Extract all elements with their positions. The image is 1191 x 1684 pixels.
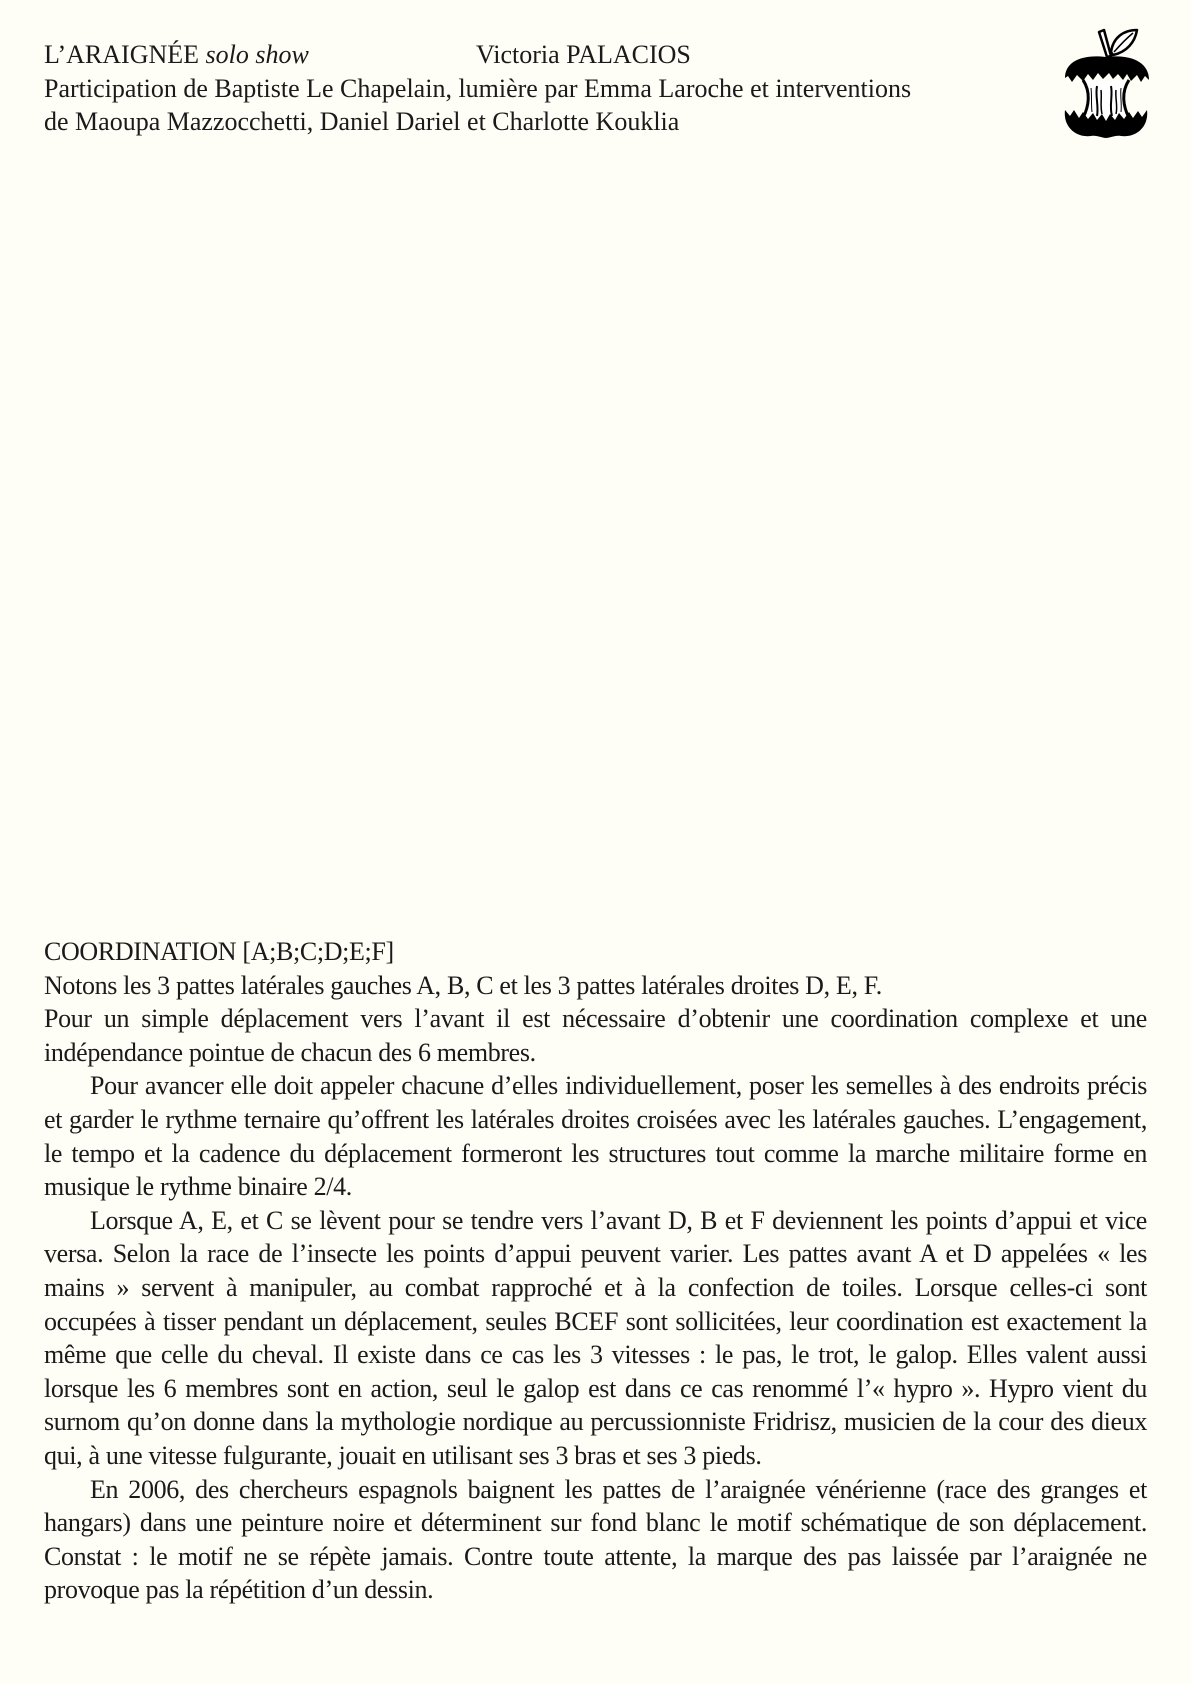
bitten-apple-core-icon [1061,26,1151,142]
document-header [44,38,1024,139]
paragraph-5: En 2006, des chercheurs espagnols baignent les pattes de l’araignée vénérienne (race des granges et hangars) dans une peinture noire et déterminent sur fond blanc le motif schématique de son déplacement. Constat : le motif ne se répète jamais. Contre toute attente, la marque des pas laissée par l’araignée ne provoque pas la répétition d’un dessin. [44,1474,1147,1605]
show-title: L’ARAIGNÉE [44,40,200,69]
title-line [44,38,1024,72]
section-heading: COORDINATION [A;B;C;D;E;F] [44,937,394,966]
paragraph-1: Notons les 3 pattes latérales gauches A, B, C et les 3 pattes latérales droites D, E, F. [44,970,882,1000]
document-body [44,935,1147,1607]
paragraph-2: Pour un simple déplacement vers l’avant il est nécessaire d’obtenir une coordination complexe et une indépendance pointue de chacun des 6 membres. [44,1004,1147,1067]
author-name: Victoria PALACIOS [476,40,691,69]
show-subtitle: solo show [205,40,309,69]
credits-line-2: de Maoupa Mazzocchetti, Daniel Dariel et Charlotte Kouklia [44,107,680,136]
paragraph-4: Lorsque A, E, et C se lèvent pour se tendre vers l’avant D, B et F deviennent les points d’appui et vice versa. Selon la race de l’insecte les points d’appui peuvent varier. Les pattes avant A et D appelées « les mains » servent à manipuler, au combat rapproché et à la confection de toiles. Lorsque celles-ci sont occupées à tisser pendant un déplacement, seules BCEF sont sollicitées, leur coordination est exactement la même que celle du cheval. Il existe dans ce cas les 3 vitesses : le pas, le trot, le galop. Elles valent aussi lorsque les 6 membres sont en action, seul le galop est dans ce cas renommé l’« hypro ». Hypro vient du surnom qu’on donne dans la mythologie nordique au percussionniste Fridrisz, musicien de la cour des dieux qui, à une vitesse fulgurante, jouait en utilisant ses 3 bras et ses 3 pieds. [44,1205,1147,1470]
credits-line-1: Participation de Baptiste Le Chapelain, lumière par Emma Laroche et interventions [44,73,912,103]
paragraph-3: Pour avancer elle doit appeler chacune d’elles individuellement, poser les semelles à des endroits précis et garder le rythme ternaire qu’offrent les latérales droites croisées avec les latérales gauches. L’engagement, le tempo et la cadence du déplacement formeront les structures tout comme la marche militaire forme en musique le rythme binaire 2/4. [44,1071,1147,1202]
